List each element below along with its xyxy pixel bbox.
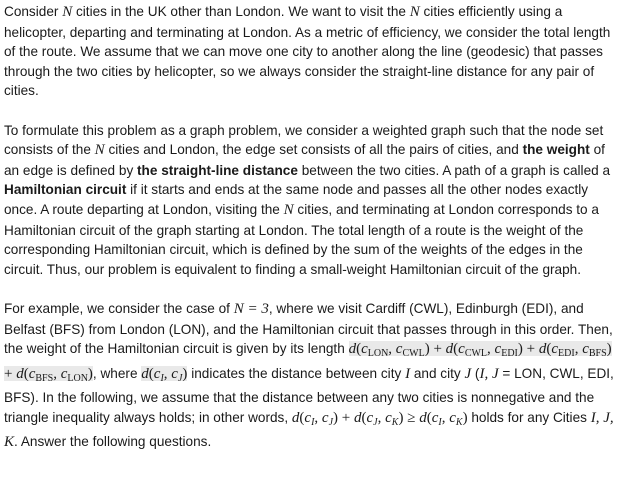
paragraph-example bbox=[4, 299, 619, 453]
text: of an edge is defined by bbox=[4, 142, 605, 178]
text: cities efficiently using a helicopter, departing and terminating at London. As a metric of efficiency, we consider the total length of the route. We assume that we can move one city to another along the line (geodesic) that passes through the two cities by helicopter, so we always consider the straight-line distance for any pair of cities. bbox=[4, 4, 611, 99]
math-J: J bbox=[464, 365, 472, 382]
math-IJ: I, J bbox=[479, 365, 499, 382]
text: if it starts and ends at the same node and passes all the other nodes exactly once. A route departing at London, visiting the bbox=[4, 182, 589, 217]
text: , where bbox=[92, 365, 142, 381]
text: To formulate this problem as a graph problem, we consider a weighted graph such that the node set consists of the bbox=[4, 122, 604, 158]
text: Consider bbox=[4, 4, 63, 19]
bold-term-distance: the straight-line distance bbox=[137, 162, 298, 178]
text: holds for any Cities bbox=[467, 409, 591, 425]
math-IJK: I, J, K bbox=[4, 409, 614, 451]
bold-term-hamiltonian: Hamiltonian circuit bbox=[4, 182, 127, 198]
math-N: N bbox=[283, 201, 294, 218]
math-N-equals-3: N = 3 bbox=[233, 300, 269, 317]
math-distance-IJ: $d(c_I$, $c_J$) bbox=[141, 365, 188, 384]
text: ( bbox=[471, 365, 480, 381]
text: cities, and terminating at London corresponds to a Hamiltonian circuit of the graph starting at London. The total length of a route is the weight of the corresponding Hamiltonian circuit, which is defined by the sum of the weights of the edges in the circuit. Thus, our problem is equivalent to finding a small-weight Hamiltonian circuit of the graph. bbox=[4, 201, 599, 277]
paragraph-intro bbox=[4, 2, 619, 101]
text: between the two cities. A path of a graph is called a bbox=[297, 162, 611, 178]
bold-term-weight: the weight bbox=[522, 142, 590, 158]
text: , where we visit Cardiff (CWL), Edinburgh (EDI), and Belfast (BFS) from London (LON), and the Hamiltonian circuit that passes through in this order. Then, the weight of the Hamiltonian circuit is given by its length bbox=[4, 300, 613, 357]
math-N: N bbox=[62, 4, 73, 20]
text: cities and London, the edge set consists of all the pairs of cities, and bbox=[104, 142, 523, 158]
paragraph-graph-formulation bbox=[4, 121, 619, 280]
text: = LON, CWL, EDI, BFS). In the following, we assume that the distance between any two cities is nonnegative and the triangle inequality always holds; in other words, bbox=[4, 365, 614, 425]
text: and city bbox=[410, 365, 465, 381]
math-N: N bbox=[94, 142, 105, 159]
text: indicates the distance between city bbox=[187, 365, 406, 381]
math-N: N bbox=[409, 4, 420, 20]
text: For example, we consider the case of bbox=[4, 300, 234, 316]
text: cities in the UK other than London. We want to visit the bbox=[72, 4, 410, 19]
math-circuit-length: $d(c_{LON}$, $c_{CWL}) + d(c_{CWL}$, $c_{EDI}) + d(c_{EDI}$, $c_{BFS}) + d(c_{BFS}$, $c_{LON}$) bbox=[4, 341, 612, 384]
math-I: I bbox=[405, 365, 411, 382]
math-triangle-inequality: $d(c_I$, $c_J) + d(c_J$, $c_K) \ge d(c_I$, $c_K$) bbox=[291, 409, 468, 428]
text: . Answer the following questions. bbox=[14, 434, 212, 450]
